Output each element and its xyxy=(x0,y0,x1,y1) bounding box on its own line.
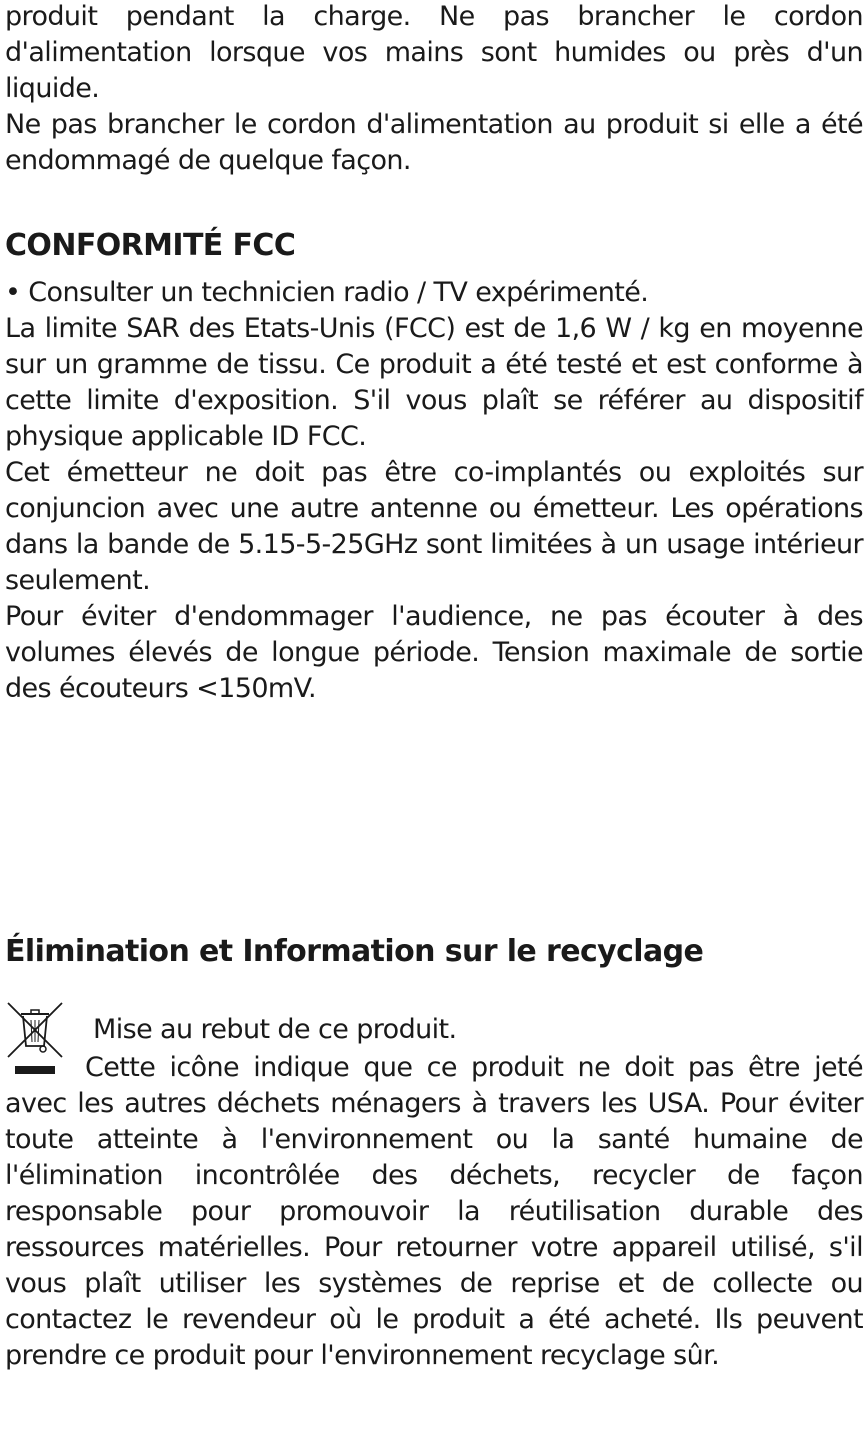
fcc-transmitter-paragraph: Cet émetteur ne doit pas être co-implantés ou exploités sur conjuncion avec une autre antenne ou émetteur. Les opérations dans la bande de 5.15-5-25GHz sont limitées à un usage intérieur seulement. xyxy=(5,457,863,596)
recycling-first-line: Mise au rebut de ce produit. xyxy=(93,1014,457,1045)
recycling-heading: Élimination et Information sur le recyclage xyxy=(5,934,704,969)
intro-paragraph-2: Ne pas brancher le cordon d'alimentation au produit si elle a été endommagé de quelque façon. xyxy=(5,109,863,176)
fcc-section xyxy=(5,275,863,707)
fcc-hearing-paragraph: Pour éviter d'endommager l'audience, ne pas écouter à des volumes élevés de longue période. Tension maximale de sortie des écouteurs <150mV. xyxy=(5,601,863,704)
fcc-sar-paragraph: La limite SAR des Etats-Unis (FCC) est de 1,6 W / kg en moyenne sur un gramme de tissu. Ce produit a été testé et est conforme à cette limite d'exposition. S'il vous plaît se référer au dispositif physique applicable ID FCC. xyxy=(5,313,863,452)
fcc-bullet-paragraph: • Consulter un technicien radio / TV expérimenté. xyxy=(5,277,649,308)
intro-paragraph-1: produit pendant la charge. Ne pas brancher le cordon d'alimentation lorsque vos mains sont humides ou près d'un liquide. xyxy=(5,1,863,104)
recycling-paragraph: Cette icône indique que ce produit ne doit pas être jeté avec les autres déchets ménagers à travers les USA. Pour éviter toute atteinte à l'environnement ou la santé humaine de l'élimination incontrôlée des déchets, recycler de façon responsable pour promouvoir la réutilisation durable des ressources matérielles. Pour retourner votre appareil utilisé, s'il vous plaît utiliser les systèmes de reprise et de collecte ou contactez le revendeur où le produit a été acheté. Ils peuvent prendre ce produit pour l'environnement recyclage sûr. xyxy=(5,1052,863,1371)
fcc-heading: CONFORMITÉ FCC xyxy=(5,228,296,263)
intro-section xyxy=(5,0,863,179)
